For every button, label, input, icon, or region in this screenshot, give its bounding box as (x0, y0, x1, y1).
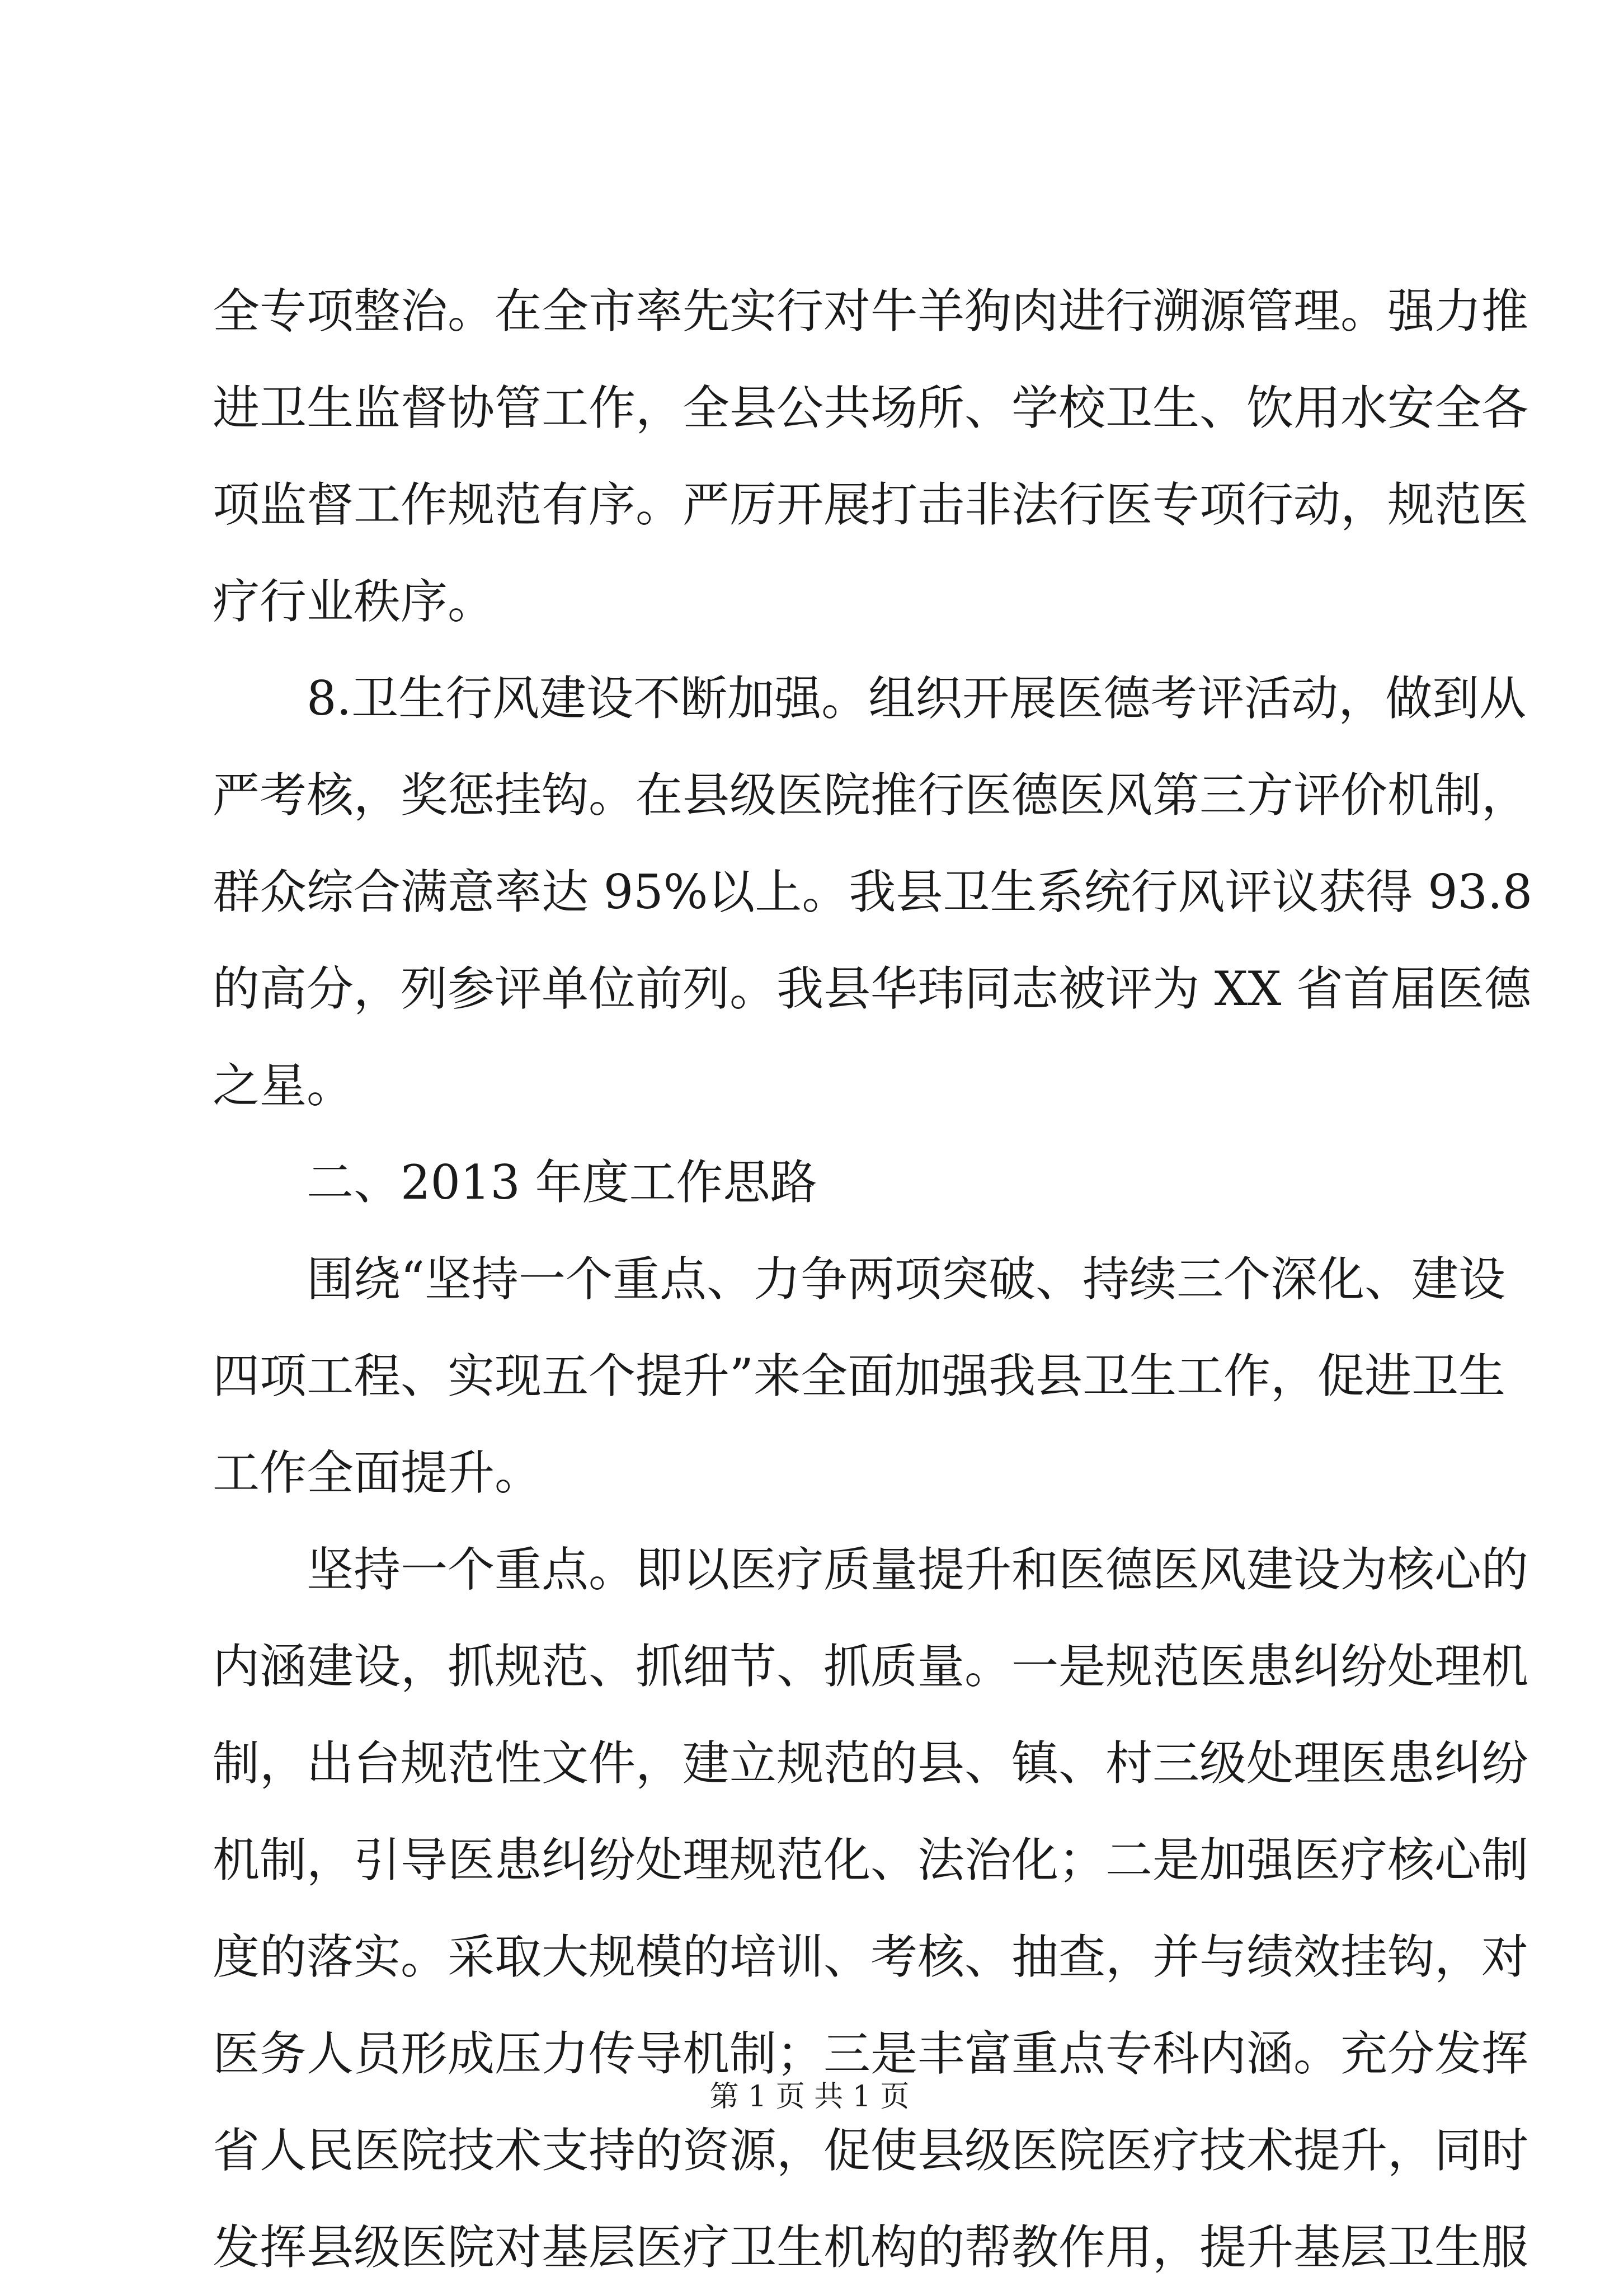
text-line: 8.卫生行风建设不断加强。组织开展医德考评活动，做到从 (307, 671, 1527, 726)
text-line: 疗行业秩序。 (213, 574, 495, 629)
text-line: 度的落实。采取大规模的培训、考核、抽查，并与绩效挂钩，对 (213, 1929, 1529, 1984)
text-line: 内涵建设，抓规范、抓细节、抓质量。一是规范医患纠纷处理机 (213, 1639, 1529, 1694)
text-line: 发挥县级医院对基层医疗卫生机构的帮教作用，提升基层卫生服 (213, 2220, 1529, 2275)
text-line: 全专项整治。在全市率先实行对牛羊狗肉进行溯源管理。强力推 (213, 284, 1529, 339)
text-line: 群众综合满意率达 95%以上。我县卫生系统行风评议获得 93.8 (213, 865, 1533, 919)
text-line: 工作全面提升。 (213, 1445, 542, 1500)
text-line: 省人民医院技术支持的资源，促使县级医院医疗技术提升，同时 (213, 2123, 1529, 2178)
text-line: 坚持一个重点。即以医疗质量提升和医德医风建设为核心的 (307, 1542, 1529, 1597)
text-line: 严考核，奖惩挂钩。在县级医院推行医德医风第三方评价机制， (213, 768, 1529, 823)
text-line: 的高分，列参评单位前列。我县华玮同志被评为 XX 省首届医德 (213, 961, 1532, 1016)
text-line: 之星。 (213, 1058, 354, 1113)
text-line: 围绕“坚持一个重点、力争两项突破、持续三个深化、建设 (307, 1252, 1505, 1307)
page-footer: 第 1 页 共 1 页 (709, 2080, 910, 2114)
text-line: 机制，引导医患纠纷处理规范化、法治化；二是加强医疗核心制 (213, 1833, 1529, 1887)
document-body (213, 263, 1533, 2296)
text-line: 二、2013 年度工作思路 (307, 1155, 817, 1210)
text-line: 医务人员形成压力传导机制；三是丰富重点专科内涵。充分发挥 (213, 2026, 1529, 2081)
text-line: 进卫生监督协管工作，全县公共场所、学校卫生、饮用水安全各 (213, 381, 1529, 435)
text-line: 四项工程、实现五个提升”来全面加强我县卫生工作，促进卫生 (213, 1349, 1505, 1403)
text-line: 制，出台规范性文件，建立规范的县、镇、村三级处理医患纠纷 (213, 1736, 1529, 1791)
text-line: 项监督工作规范有序。严厉开展打击非法行医专项行动，规范医 (213, 477, 1529, 532)
